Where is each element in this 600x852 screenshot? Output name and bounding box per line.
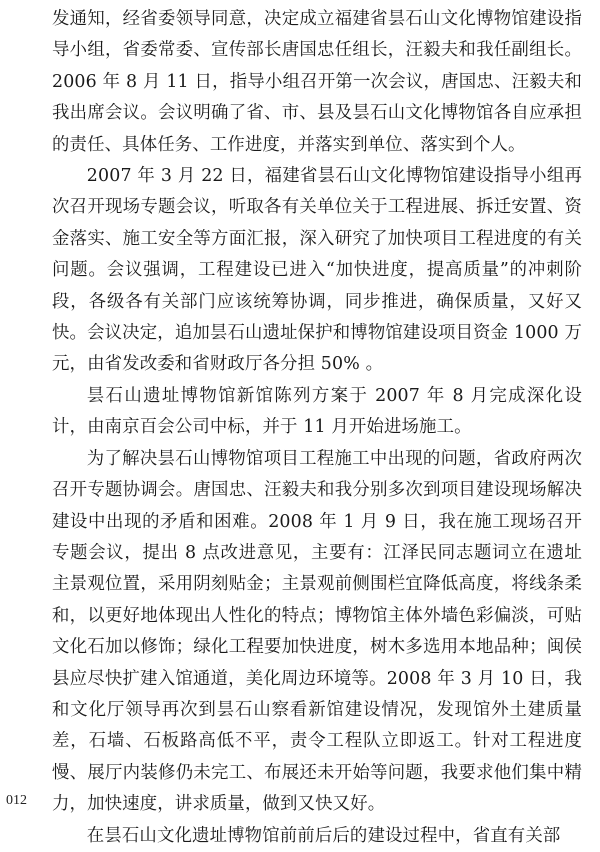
paragraph-4: 为了解决昙石山博物馆项目工程施工中出现的问题，省政府两次召开专题协调会。唐国忠、汪毅夫和我分别多次到项目建设现场解决建设中出现的矛盾和困难。2008 年 1 月 9 日，我在施工现场召开专题会议，提出 8 点改进意见，主要有：江泽民同志题词立在遗址主景观位置，采用阴刻贴金；主景观前侧围栏宜降低高度，将线条柔和，以更好地体现出人性化的特点；博物馆主体外墙色彩偏淡，可贴文化石加以修饰；绿化工程要加快进度，树木多选用本地品种；闽侯县应尽快扩建入馆通道，美化周边环境等。2008 年 3 月 10 日，我和文化厅领导再次到昙石山察看新馆建设情况，发现馆外土建质量差，石墙、石板路高低不平，责令工程队立即返工。针对工程进度慢、展厅内装修仍未完工、布展还未开始等问题，我要求他们集中精力，加快速度，讲求质量，做到又快又好。	[52, 448, 582, 815]
paragraph-5: 在昙石山文化遗址博物馆前前后后的建设过程中，省直有关部	[86, 825, 561, 846]
paragraph-2: 2007 年 3 月 22 日，福建省昙石山文化博物馆建设指导小组再次召开现场专题会议，听取各有关单位关于工程进展、拆迁安置、资金落实、施工安全等方面汇报，深入研究了加快项目工程进度的有关问题。会议强调，工程建设已进入“加快进度，提高质量”的冲刺阶段，各级各有关部门应该统筹协调，同步推进，确保质量，又好又快。会议决定，追加昙石山遗址保护和博物馆建设项目资金 1000 万元，由省发改委和省财政厅各分担 50% 。	[52, 166, 582, 375]
paragraph-1: 发通知，经省委领导同意，决定成立福建省昙石山文化博物馆建设指导小组，省委常委、宣传部长唐国忠任组长，汪毅夫和我任副组长。2006 年 8 月 11 日，指导小组召开第一次会议，唐国忠、汪毅夫和我出席会议。会议明确了省、市、县及昙石山文化博物馆各自应承担的责任、具体任务、工作进度，并落实到单位、落实到个人。	[52, 9, 582, 155]
body-text	[52, 4, 582, 852]
paragraph-3: 昙石山遗址博物馆新馆陈列方案于 2007 年 8 月完成深化设计，由南京百会公司中标，并于 11 月开始进场施工。	[52, 385, 582, 438]
page-number: 012	[6, 793, 27, 808]
